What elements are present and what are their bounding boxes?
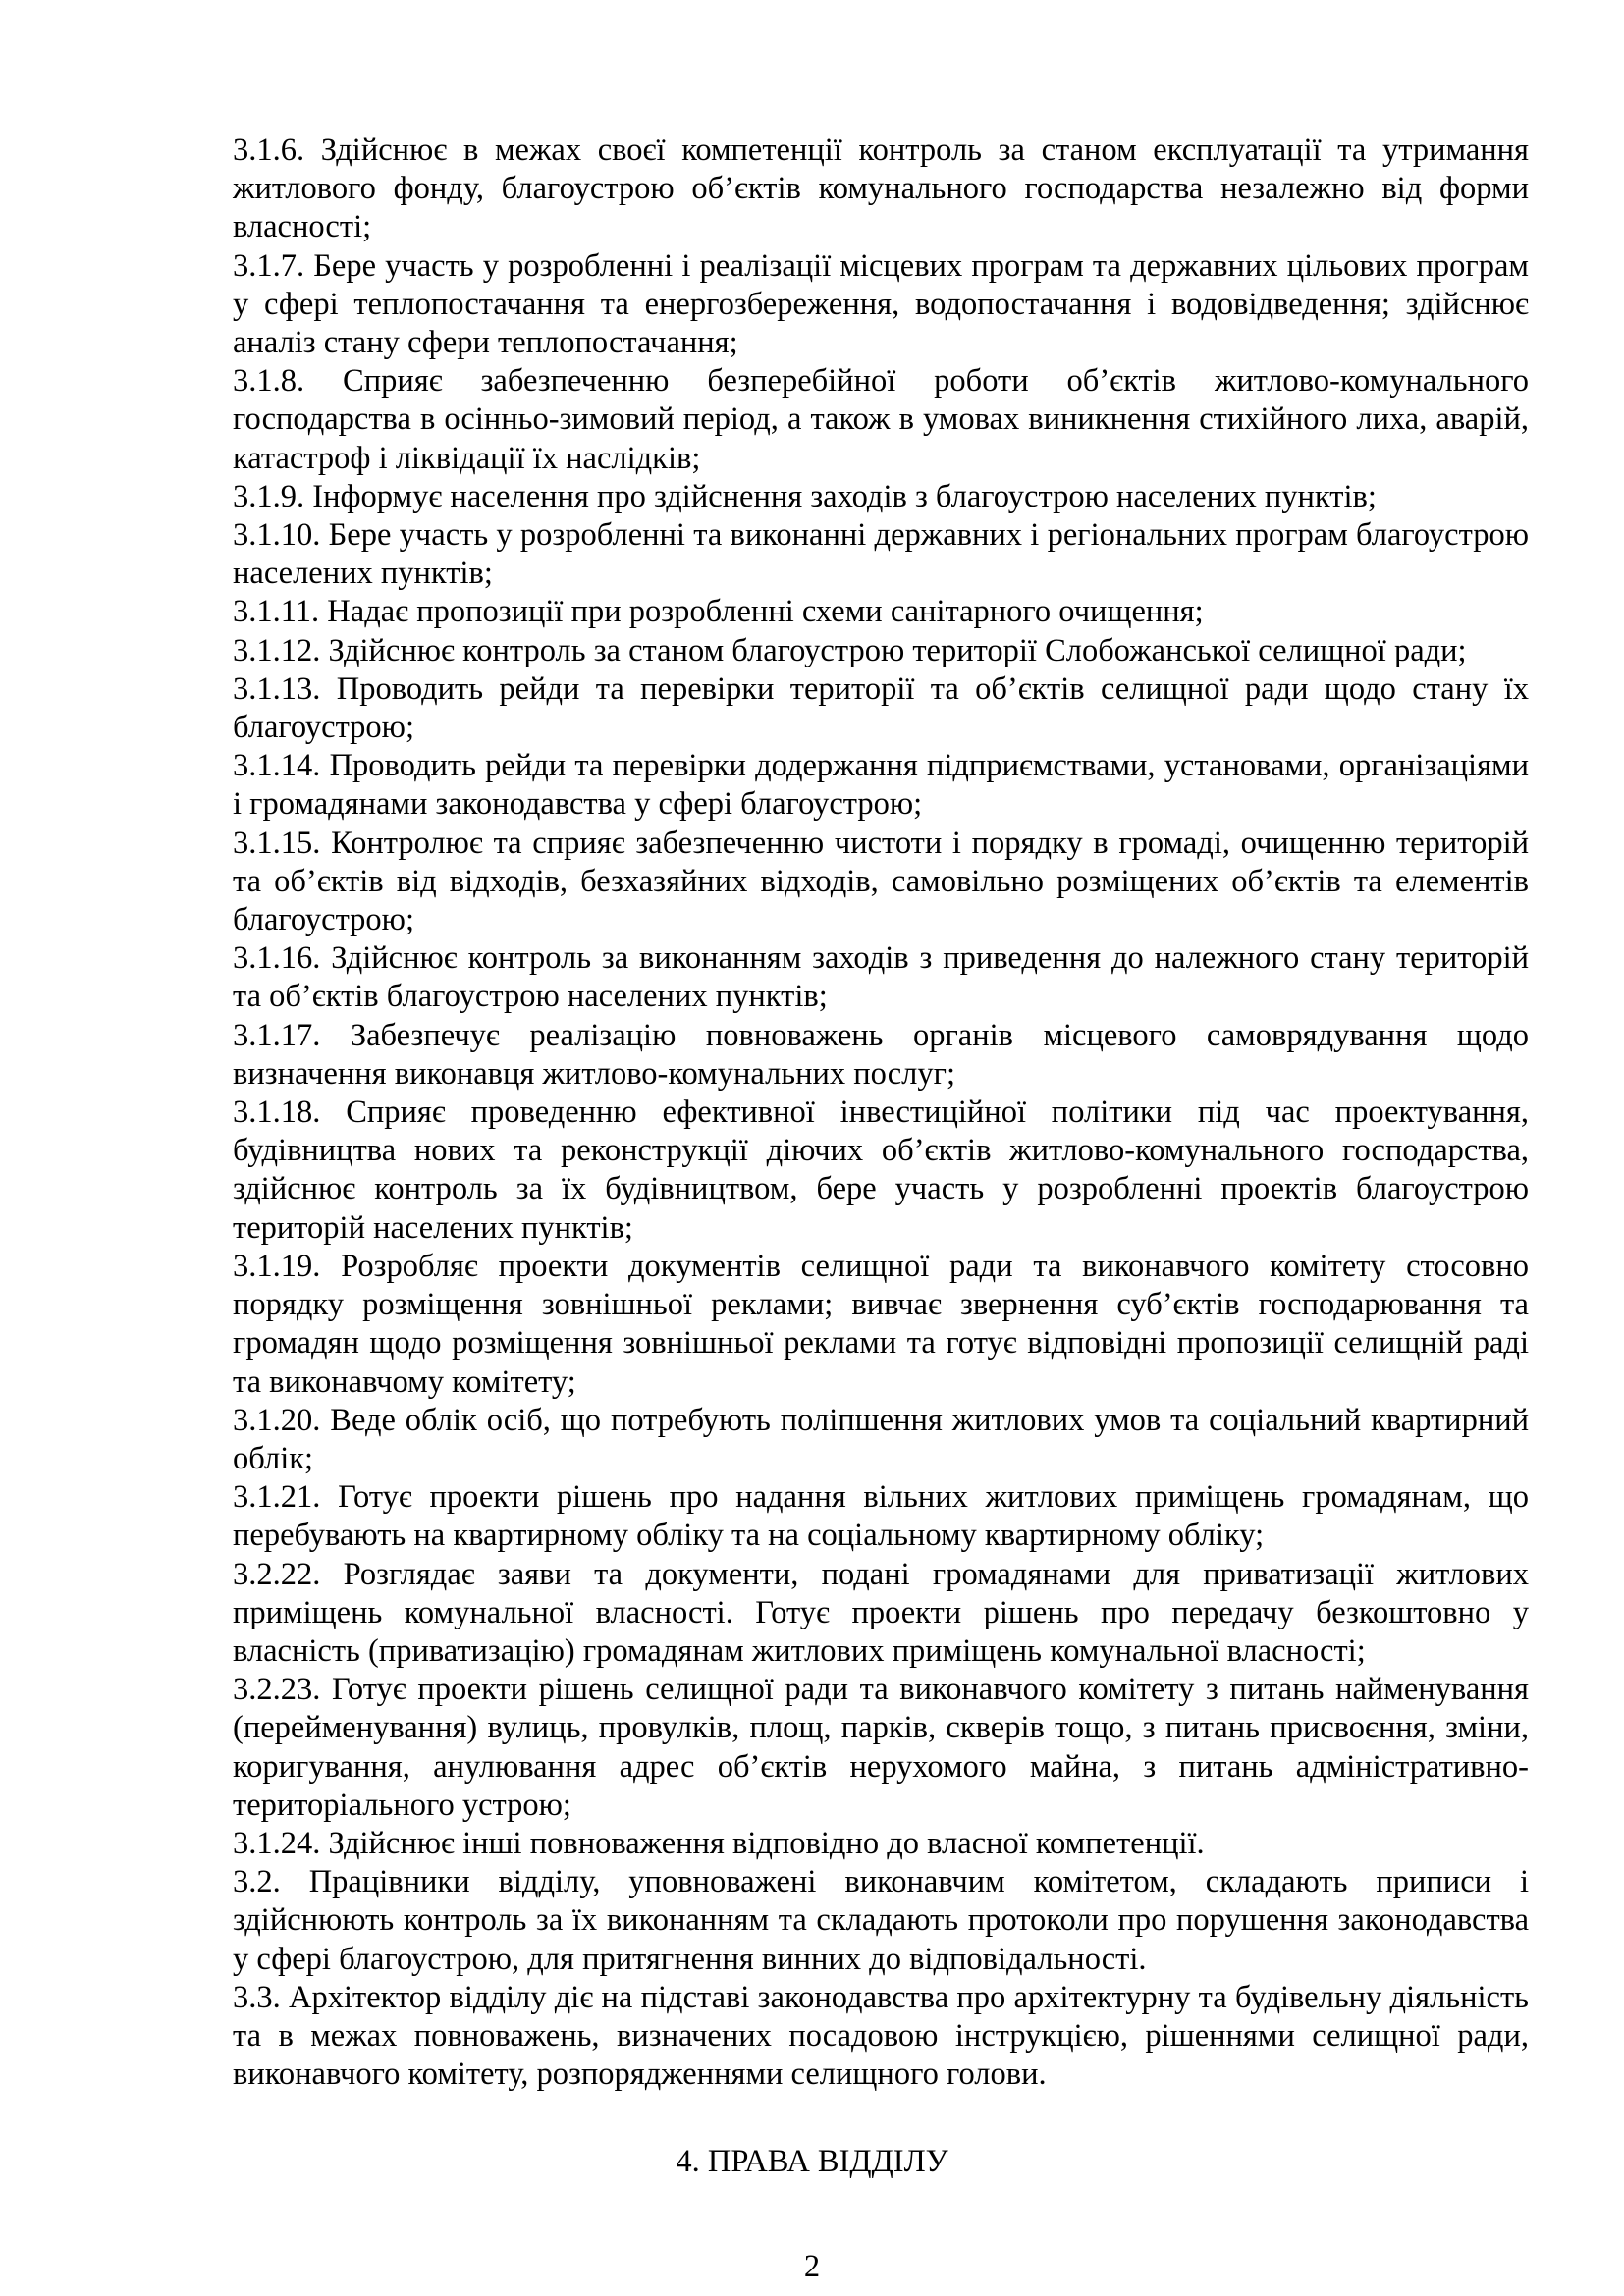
paragraph-3-1-18: 3.1.18. Сприяє проведенню ефективної інвестиційної політики під час проектування, будівництва нових та реконструкції діючих об’єктів житлово-комунального господарства, здійснює контроль за їх будівництвом, бере участь у розробленні проектів благоустрою територій населених пунктів; (233, 1095, 1529, 1246)
paragraph-3-1-11: 3.1.11. Надає пропозиції при розробленні схеми санітарного очищення; (233, 594, 1204, 630)
paragraph-3-2-23: 3.2.23. Готує проекти рішень селищної ради та виконавчого комітету з питань найменування (перейменування) вулиць, провулків, площ, парків, скверів тощо, з питань присвоєння, зміни, коригування, анулювання адрес об’єктів нерухомого майна, з питань адміністративно-територіального устрою; (233, 1672, 1529, 1823)
paragraph-3-3: 3.3. Архітектор відділу діє на підставі законодавства про архітектурну та будівельну діяльність та в межах повноважень, визначених посадовою інструкцією, рішеннями селищної ради, виконавчого комітету, розпорядженнями селищного голови. (233, 1979, 1529, 2093)
paragraph-3-1-12: 3.1.12. Здійснює контроль за станом благоустрою території Слобожанської селищної ради; (233, 632, 1467, 668)
paragraph-3-1-17: 3.1.17. Забезпечує реалізацію повноважень органів місцевого самоврядування щодо визначення виконавця житлово-комунальних послуг; (233, 1017, 1529, 1092)
paragraph-3-1-16: 3.1.16. Здійснює контроль за виконанням заходів з приведення до належного стану територій та об’єктів благоустрою населених пунктів; (233, 940, 1529, 1015)
paragraph-3-1-6: 3.1.6. Здійснює в межах своєї компетенції контроль за станом експлуатації та утримання житлового фонду, благоустрою об’єктів комунального господарства незалежно від форми власності; (233, 133, 1529, 245)
page-number: 2 (803, 2249, 821, 2284)
paragraph-3-2-22: 3.2.22. Розглядає заяви та документи, подані громадянами для приватизації житлових приміщень комунальної власності. Готує проекти рішень про передачу безкоштовно у власність (приватизацію) громадянам житлових приміщень комунальної власності; (233, 1556, 1529, 1669)
paragraph-3-1-7: 3.1.7. Бере участь у розробленні і реалізації місцевих програм та державних цільових програм у сфері теплопостачання та енергозбереження, водопостачання і водовідведення; здійснює аналіз стану сфери теплопостачання; (233, 247, 1529, 361)
paragraph-3-1-15: 3.1.15. Контролює та сприяє забезпеченню чистоти і порядку в громаді, очищенню територій та об’єктів від відходів, безхазяйних відходів, самовільно розміщених об’єктів та елементів благоустрою; (233, 825, 1529, 938)
paragraph-3-2: 3.2. Працівники відділу, уповноважені виконавчим комітетом, складають приписи і здійснюють контроль за їх виконанням та складають протоколи про порушення законодавства у сфері благоустрою, для притягнення винних до відповідальності. (233, 1864, 1529, 1977)
paragraph-3-1-20: 3.1.20. Веде облік осіб, що потребують поліпшення житлових умов та соціальний квартирний облік; (233, 1402, 1529, 1476)
document-body (233, 132, 1529, 2094)
paragraph-3-1-14: 3.1.14. Проводить рейди та перевірки додержання підприємствами, установами, організаціями і громадянами законодавства у сфері благоустрою; (233, 748, 1529, 823)
paragraph-3-1-10: 3.1.10. Бере участь у розробленні та виконанні державних і регіональних програм благоустрою населених пунктів; (233, 517, 1529, 592)
section-heading: 4. ПРАВА ВІДДІЛУ (676, 2144, 948, 2179)
paragraph-3-1-8: 3.1.8. Сприяє забезпеченню безперебійної роботи об’єктів житлово-комунального господарства в осінньо-зимовий період, а також в умовах виникнення стихійного лиха, аварій, катастроф і ліквідації їх наслідків; (233, 363, 1529, 476)
paragraph-3-1-21: 3.1.21. Готує проекти рішень про надання вільних житлових приміщень громадянам, що перебувають на квартирному обліку та на соціальному квартирному обліку; (233, 1479, 1529, 1554)
paragraph-3-1-13: 3.1.13. Проводить рейди та перевірки території та об’єктів селищної ради щодо стану їх благоустрою; (233, 670, 1529, 746)
paragraph-3-1-19: 3.1.19. Розробляє проекти документів селищної ради та виконавчого комітету стосовно порядку розміщення зовнішньої реклами; вивчає звернення суб’єктів господарювання та громадян щодо розміщення зовнішньої реклами та готує відповідні пропозиції селищній раді та виконавчому комітету; (233, 1248, 1529, 1400)
paragraph-3-1-24: 3.1.24. Здійснює інші повноваження відповідно до власної компетенції. (233, 1825, 1205, 1861)
paragraph-3-1-9: 3.1.9. Інформує населення про здійснення заходів з благоустрою населених пунктів; (233, 478, 1377, 514)
